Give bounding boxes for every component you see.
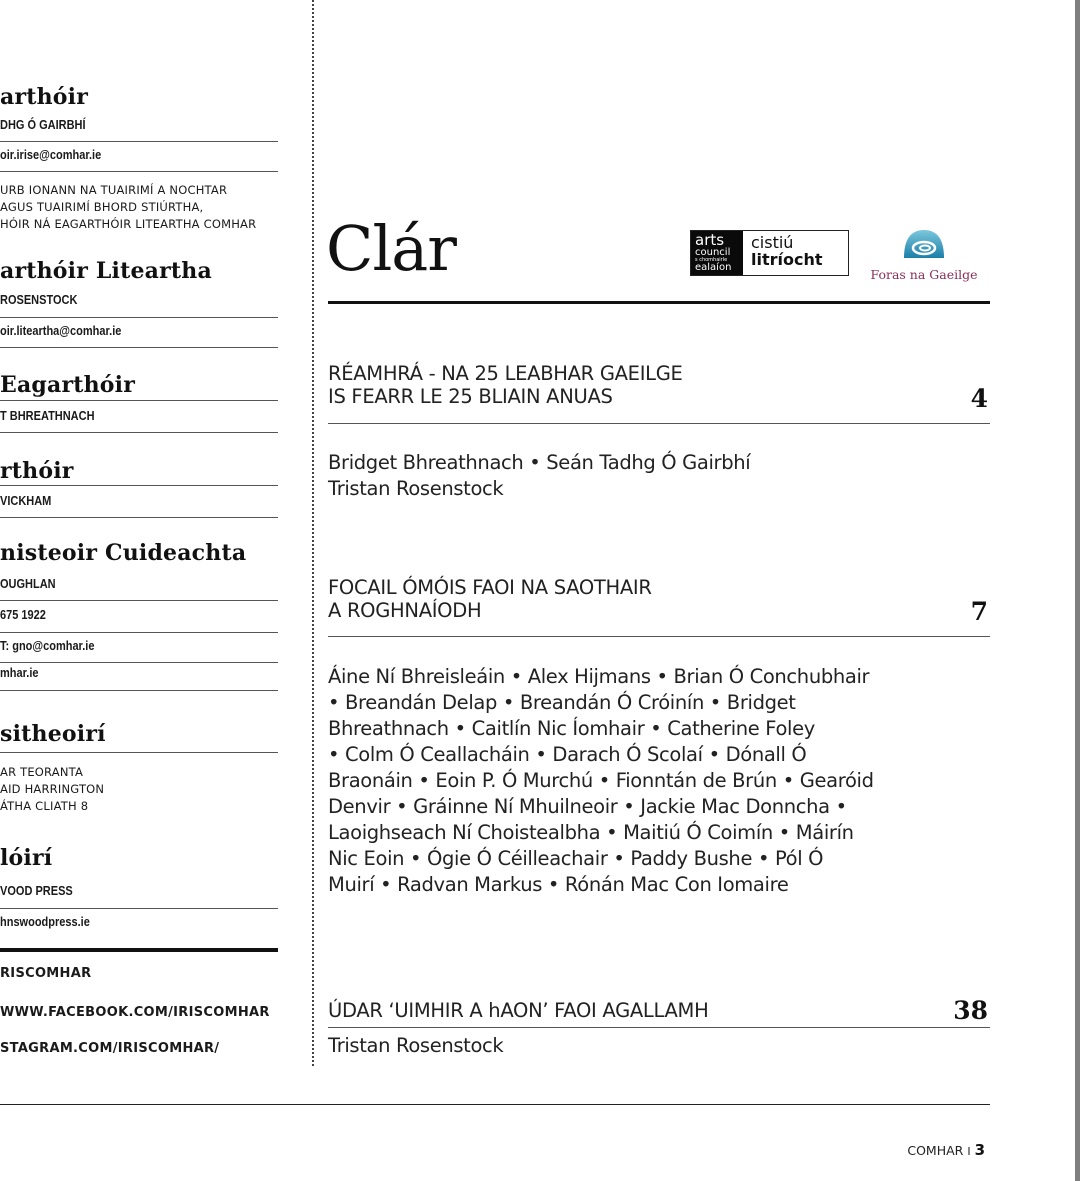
toc-entry-title[interactable]	[328, 362, 683, 408]
ealaion-text: ealaíon	[695, 262, 732, 273]
divider-line	[0, 517, 278, 518]
swirl-icon	[902, 228, 946, 260]
company-manager-name: OUGHLAN	[0, 577, 56, 591]
divider-line	[0, 432, 278, 433]
company-manager-phone: 675 1922	[0, 608, 46, 622]
page-footer	[907, 1141, 985, 1159]
toc-title-line: ÚDAR ‘UIMHIR A hAON’ FAOI AGALLAMH	[328, 999, 709, 1022]
council-text: council	[695, 247, 731, 258]
divider-line	[0, 908, 278, 909]
toc-entry-title[interactable]	[328, 999, 708, 1022]
publishers-line: AR TEORANTA	[0, 765, 84, 779]
company-manager-email[interactable]: T: gno@comhar.ie	[0, 639, 95, 653]
arts-text: arts	[695, 231, 725, 249]
toc-page-number[interactable]: 38	[953, 996, 988, 1025]
author-line: Braonáin • Eoin P. Ó Murchú • Fionntán de Brún • Gearóid	[328, 769, 874, 792]
cistiu-text: cistiú	[751, 233, 794, 252]
toc-entry-title[interactable]	[328, 576, 652, 622]
toc-rule	[328, 636, 990, 637]
divider-line	[0, 632, 278, 633]
guest-editor-name: T BHREATHNACH	[0, 409, 95, 423]
author-line: • Colm Ó Ceallacháin • Darach Ó Scolaí • Dónall Ó	[328, 743, 807, 766]
toc-title-line: IS FEARR LE 25 BLIAIN ANUAS	[328, 385, 613, 408]
divider-line	[0, 171, 278, 172]
footer-rule	[0, 1104, 990, 1105]
printers-name: VOOD PRESS	[0, 884, 73, 898]
author-line: • Breandán Delap • Breandán Ó Cróinín • Bridget	[328, 691, 796, 714]
toc-rule	[328, 423, 990, 424]
page-edge-bar	[1075, 0, 1080, 1181]
title-rule	[328, 301, 990, 304]
printers-heading: lóirí	[0, 845, 53, 871]
author-line: Tristan Rosenstock	[328, 1034, 504, 1057]
literary-editor-name: ROSENSTOCK	[0, 293, 78, 307]
toc-authors	[328, 664, 874, 898]
divider-line	[0, 752, 278, 753]
divider-line	[0, 317, 278, 318]
cistiu-litriocht-mark	[743, 231, 848, 275]
divider-line	[0, 141, 278, 142]
foras-name: Foras na Gaeilge	[870, 267, 978, 282]
literary-editor-email[interactable]: oir.liteartha@comhar.ie	[0, 324, 122, 338]
guest-editor-heading: Eagarthóir	[0, 372, 136, 398]
author-line: Tristan Rosenstock	[328, 477, 504, 500]
editor-heading: arthóir	[0, 84, 89, 110]
divider-line	[0, 662, 278, 663]
editor-email[interactable]: oir.irise@comhar.ie	[0, 148, 102, 162]
literary-editor-heading: arthóir Liteartha	[0, 258, 212, 284]
company-manager-heading: nisteoir Cuideachta	[0, 540, 247, 566]
author-line: Denvir • Gráinne Ní Mhuilneoir • Jackie Mac Donncha •	[328, 795, 847, 818]
divider-line	[0, 400, 278, 401]
column-divider	[312, 0, 314, 1066]
arts-council-logo	[690, 230, 849, 276]
toc-title-line: FOCAIL ÓMÓIS FAOI NA SAOTHAIR	[328, 576, 652, 599]
publishers-line: ÁTHA CLIATH 8	[0, 799, 89, 813]
divider-line	[0, 347, 278, 348]
divider-line	[0, 690, 278, 691]
publishers-line: AID HARRINGTON	[0, 782, 105, 796]
arts-council-mark	[691, 231, 743, 275]
toc-page-number[interactable]: 7	[970, 597, 988, 626]
toc-page-number[interactable]: 4	[970, 384, 988, 413]
designer-name: VICKHAM	[0, 494, 52, 508]
company-website[interactable]: mhar.ie	[0, 666, 39, 680]
toc-rule	[328, 1027, 990, 1028]
divider-line	[0, 600, 278, 601]
page-number: 3	[974, 1141, 985, 1159]
footer-separator: I	[967, 1145, 971, 1158]
toc-title-line: A ROGHNAÍODH	[328, 599, 482, 622]
author-line: Laoighseach Ní Choistealbha • Maitiú Ó Coimín • Máirín	[328, 821, 854, 844]
social-handle[interactable]: RISCOMHAR	[0, 966, 92, 981]
chomhairle-text: s chomhairle	[695, 257, 728, 263]
author-line: Bridget Bhreathnach • Seán Tadhg Ó Gairbhí	[328, 451, 751, 474]
foras-na-gaeilge-logo	[858, 228, 990, 282]
facebook-link[interactable]: WWW.FACEBOOK.COM/IRISCOMHAR	[0, 1005, 270, 1020]
litriocht-text: litríocht	[751, 249, 823, 269]
disclaimer-line: HÓIR NÁ EAGARTHÓIR LITEARTHA COMHAR	[0, 217, 257, 231]
publishers-heading: sitheoirí	[0, 721, 106, 747]
disclaimer-line: AGUS TUAIRIMÍ BHORD STIÚRTHA,	[0, 200, 204, 214]
printers-website[interactable]: hnswoodpress.ie	[0, 915, 90, 929]
author-line: Áine Ní Bhreisleáin • Alex Hijmans • Brian Ó Conchubhair	[328, 665, 870, 688]
editor-name: DHG Ó GAIRBHÍ	[0, 118, 86, 132]
toc-title-line: RÉAMHRÁ - NA 25 LEABHAR GAEILGE	[328, 362, 683, 385]
magazine-name: COMHAR	[907, 1143, 964, 1158]
designer-heading: rthóir	[0, 458, 74, 484]
author-line: Bhreathnach • Caitlín Nic Íomhair • Catherine Foley	[328, 717, 815, 740]
instagram-link[interactable]: STAGRAM.COM/IRISCOMHAR/	[0, 1041, 220, 1056]
toc-authors	[328, 450, 750, 502]
thick-divider-line	[0, 948, 278, 952]
author-line: Nic Eoin • Ógie Ó Céilleachair • Paddy Bushe • Pól Ó	[328, 847, 824, 870]
disclaimer-line: URB IONANN NA TUAIRIMÍ A NOCHTAR	[0, 183, 228, 197]
author-line: Muirí • Radvan Markus • Rónán Mac Con Iomaire	[328, 873, 789, 896]
divider-line	[0, 485, 278, 486]
page-title: Clár	[326, 212, 456, 285]
toc-authors	[328, 1033, 503, 1059]
